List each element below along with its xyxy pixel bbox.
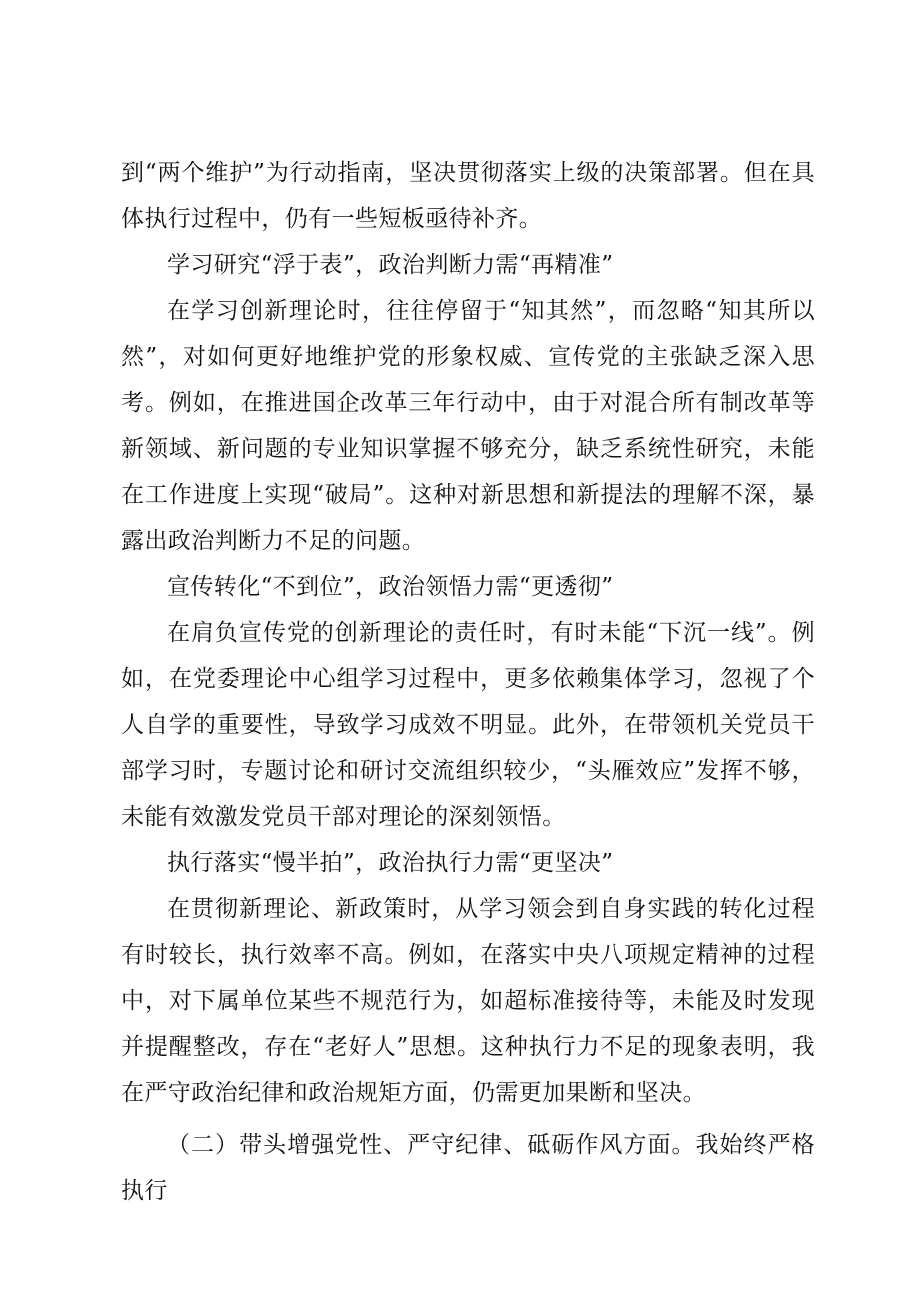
body-paragraph-execution: 在贯彻新理论、新政策时，从学习领会到自身实践的转化过程有时较长，执行效率不高。例如，在落实中央八项规定精神的过程中，对下属单位某些不规范行为，如超标准接待等，未能及时发现并提醒整改，存在“老好人”思想。这种执行力不足的现象表明，我在严守政治纪律和政治规矩方面，仍需更加果断和坚决。 bbox=[121, 896, 815, 1106]
section-heading-execution: 执行落实“慢半拍”，政治执行力需“更坚决” bbox=[167, 850, 614, 876]
body-paragraph-publicity: 在肩负宣传党的创新理论的责任时，有时未能“下沉一线”。例如，在党委理论中心组学习过程中，更多依赖集体学习，忽视了个人自学的重要性，导致学习成效不明显。此外，在带领机关党员干部学习时，专题讨论和研讨交流组织较少，“头雁效应”发挥不够，未能有效激发党员干部对理论的深刻领悟。 bbox=[121, 620, 815, 830]
continuation-paragraph: 到“两个维护”为行动指南，坚决贯彻落实上级的决策部署。但在具体执行过程中，仍有一些短板亟待补齐。 bbox=[121, 160, 815, 232]
section-heading-part-two: （二）带头增强党性、严守纪律、砥砺作风方面。我始终严格执行 bbox=[121, 1132, 815, 1204]
body-paragraph-study: 在学习创新理论时，往往停留于“知其然”，而忽略“知其所以然”，对如何更好地维护党的形象权威、宣传党的主张缺乏深入思考。例如，在推进国企改革三年行动中，由于对混合所有制改革等新领域、新问题的专业知识掌握不够充分，缺乏系统性研究，未能在工作进度上实现“破局”。这种对新思想和新提法的理解不深，暴露出政治判断力不足的问题。 bbox=[121, 298, 815, 554]
section-heading-publicity: 宣传转化“不到位”，政治领悟力需“更透彻” bbox=[167, 574, 614, 600]
document-body bbox=[121, 150, 815, 1214]
section-heading-study: 学习研究“浮于表”，政治判断力需“再精准” bbox=[167, 252, 614, 278]
